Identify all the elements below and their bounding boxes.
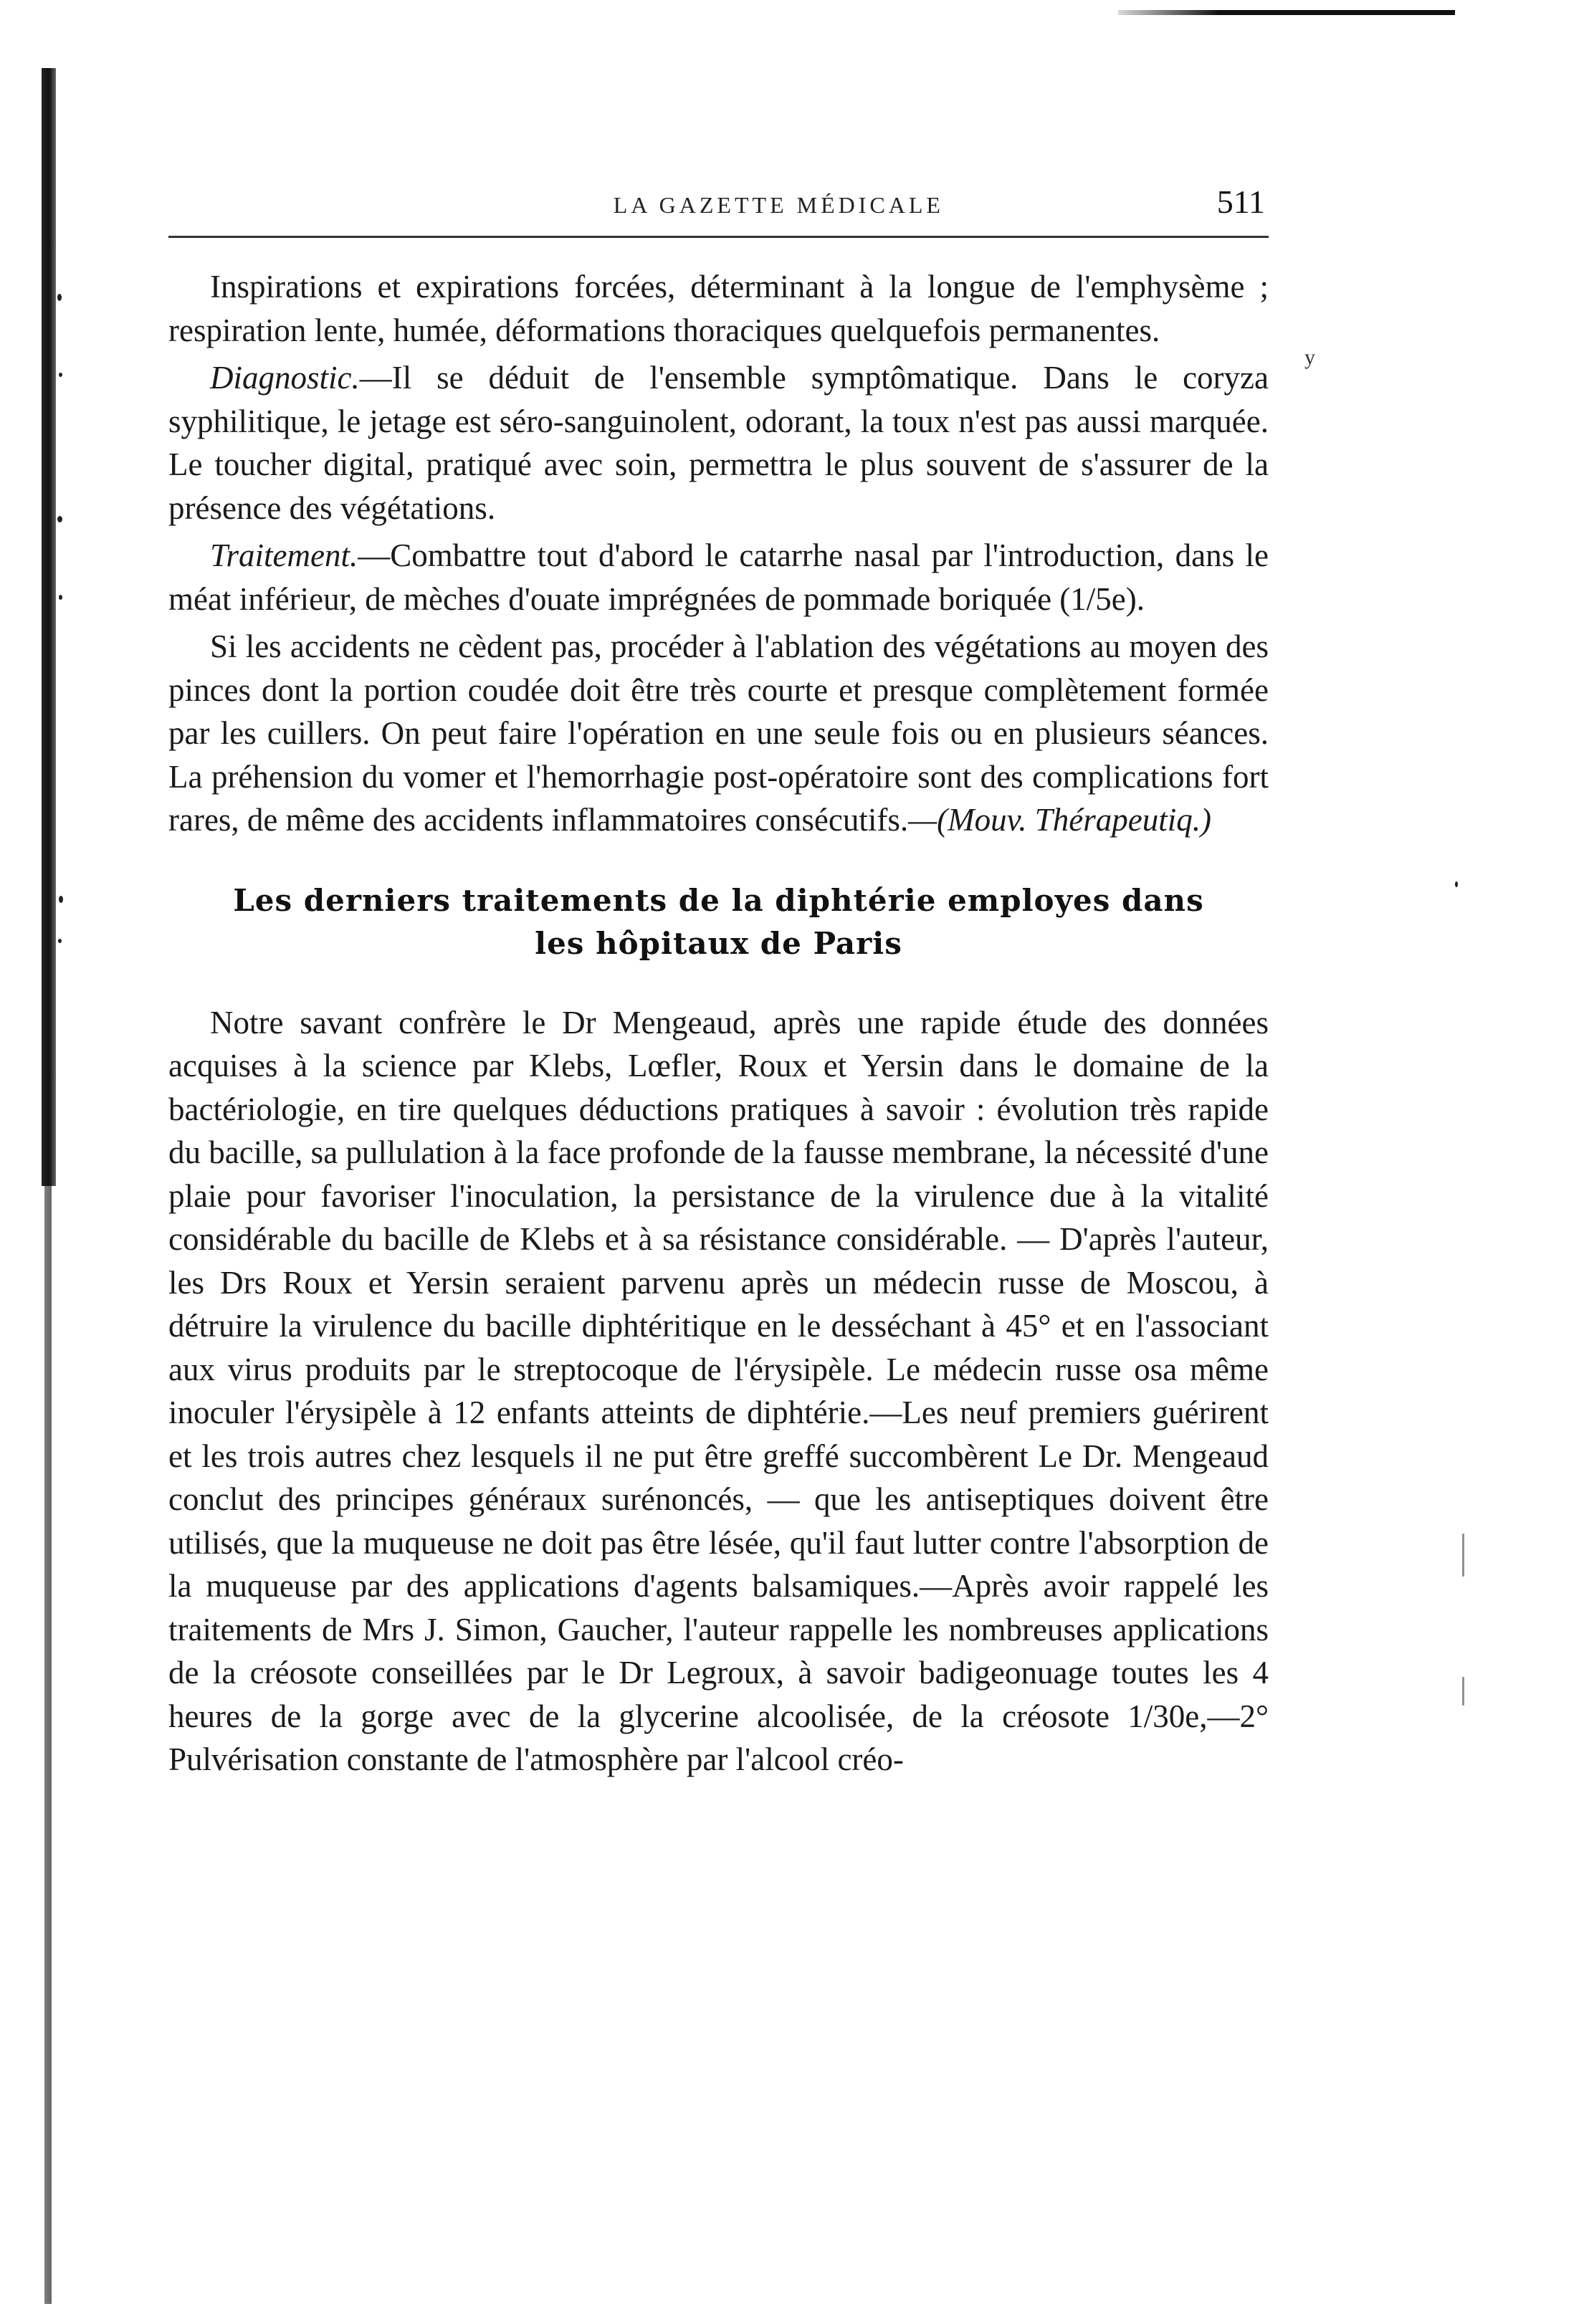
scan-speck (1462, 1534, 1464, 1577)
paragraph-lead: Diagnostic. (210, 360, 360, 396)
paragraph (168, 1001, 1269, 1782)
paragraph (168, 265, 1269, 352)
paragraph-lead: Traitement. (210, 537, 358, 573)
paragraph-text: Inspirations et expirations forcées, déterminant à la longue de l'emphysème ; respiration lente, humée, déformations thoraciques quelquefois permanentes. (168, 269, 1269, 348)
paragraph-traitement (168, 534, 1269, 621)
scan-speck (59, 896, 63, 903)
scan-speck (1462, 1677, 1464, 1706)
page-content (168, 183, 1287, 1782)
paragraph-text: —Il se déduit de l'ensemble symptômatique. Dans le coryza syphilitique, le jetage est séro-sanguinolent, odorant, la toux n'est pas aussi marquée. Le toucher digital, pratiqué avec soin, permettra le plus souvent de s'assurer de la présence des végétations. (168, 360, 1269, 526)
running-title: LA GAZETTE MÉDICALE (613, 192, 944, 218)
paragraph-text: —Combattre tout d'abord le catarrhe nasal par l'introduction, dans le méat inférieur, de mèches d'ouate imprégnées de pommade boriquée (1/5e). (168, 537, 1269, 617)
binding-shadow-lower (44, 1186, 52, 2304)
top-edge-rule (1118, 10, 1455, 15)
margin-mark: y (1304, 345, 1315, 369)
scan-speck (59, 595, 62, 600)
binding-shadow (42, 68, 56, 1186)
scan-speck (57, 516, 62, 522)
scan-speck (1455, 881, 1458, 887)
scan-speck (59, 373, 62, 377)
header-rule (168, 236, 1269, 238)
section-heading (168, 879, 1269, 965)
paragraph-text: Si les accidents ne cèdent pas, procéder à l'ablation des végétations au moyen des pinces dont la portion coudée doit être très courte et presque complètement formée par les cuillers. On peut faire l'opération en une seule fois ou en plusieurs séances. La préhension du vomer et l'hemorrhagie post-opératoire sont des complications fort rares, de même des accidents inflammatoires consécutifs. (168, 628, 1269, 838)
section-heading-line: les hôpitaux de Paris (535, 925, 902, 961)
scan-speck (58, 939, 62, 943)
paragraph-diagnostic (168, 356, 1269, 530)
page-number: 511 (1216, 183, 1265, 220)
paragraph-text: Notre savant confrère le Dr Mengeaud, après une rapide étude des données acquises à la science par Klebs, Lœfler, Roux et Yersin dans le domaine de la bactériologie, en tire quelques déductions pratiques à savoir : évolution très rapide du bacille, sa pullulation à la face profonde de la fausse membrane, la nécessité d'une plaie pour favoriser l'inoculation, la persistance de la virulence due à la vitalité considérable du bacille de Klebs et à sa résistance considérable. — D'après l'auteur, les Drs Roux et Yersin seraient parvenu après un médecin russe de Moscou, à détruire la virulence du bacille diphtéritique en le desséchant à 45° et en l'associant aux virus produits par le streptocoque de l'érysipèle. Le médecin russe osa même inoculer l'érysipèle à 12 enfants atteints de diphtérie.—Les neuf premiers guérirent et les trois autres chez lesquels il ne put être greffé succombèrent Le Dr. Mengeaud conclut des principes généraux surénoncés, — que les antiseptiques doivent être utilisés, que la muqueuse ne doit pas être lésée, qu'il faut lutter contre l'absorption de la muqueuse par des applications d'agents balsamiques.—Après avoir rappelé les traitements de Mrs J. Simon, Gaucher, l'auteur rappelle les nombreuses applications de la créosote conseillées par le Dr Legroux, à savoir badigeonuage toutes les 4 heures de la gorge avec de la glycerine alcoolisée, de la créosote 1/30e,—2° Pulvérisation constante de l'atmosphère par l'alcool créo- (168, 1004, 1269, 1777)
section-heading-line: Les derniers traitements de la diphtérie employes dans (233, 882, 1204, 918)
running-head (168, 183, 1287, 233)
source-citation: —(Mouv. Thérapeutiq.) (908, 802, 1211, 838)
scan-speck (57, 294, 62, 301)
paragraph (168, 625, 1269, 842)
